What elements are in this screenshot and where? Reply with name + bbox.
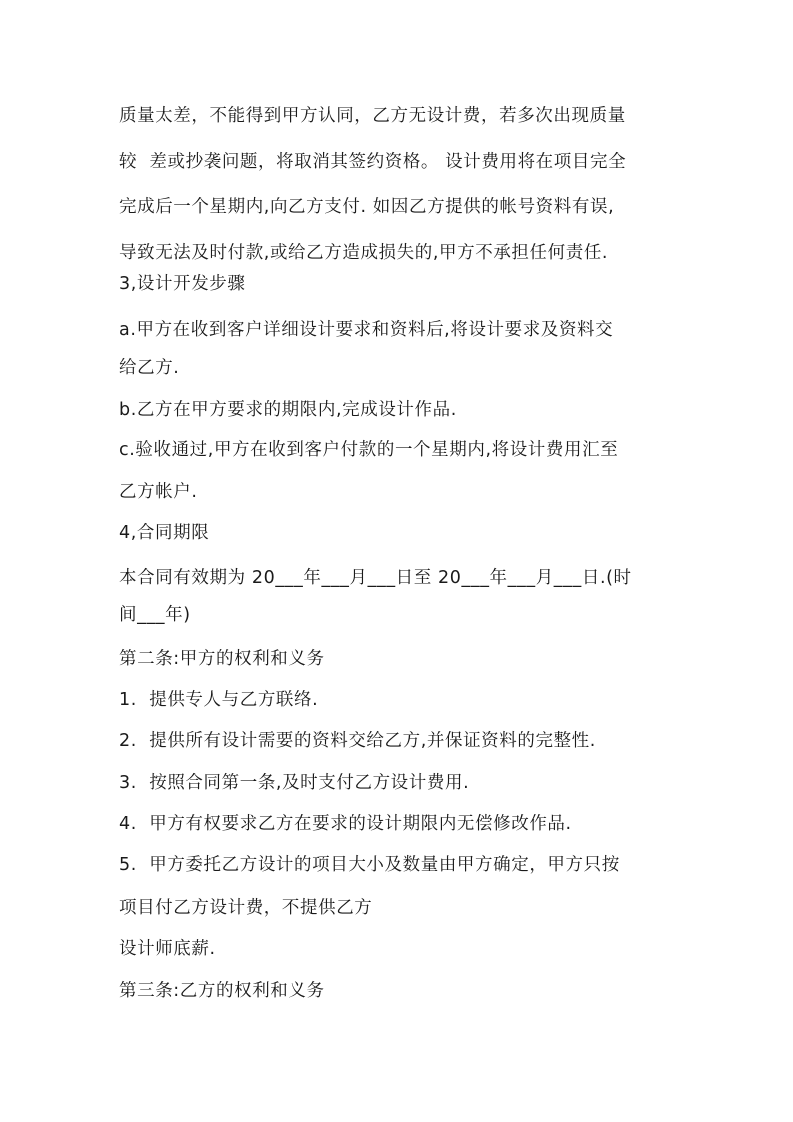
list-item: c.验收通过,甲方在收到客户付款的一个星期内,将设计费用汇至 — [119, 440, 619, 460]
paragraph-line: 较 差或抄袭问题，将取消其签约资格。 设计费用将在项目完全 — [119, 152, 627, 172]
list-item: 1. 提供专人与乙方联络. — [119, 690, 319, 710]
paragraph-line: 间___年) — [119, 605, 191, 625]
paragraph-line: 设计师底薪. — [119, 939, 216, 959]
list-item: 2. 提供所有设计需要的资料交给乙方,并保证资料的完整性. — [119, 731, 596, 751]
list-item: 5. 甲方委托乙方设计的项目大小及数量由甲方确定，甲方只按 — [119, 855, 620, 875]
section-heading: 4,合同期限 — [119, 523, 210, 543]
list-item-continuation: 给乙方. — [119, 358, 180, 378]
article-heading: 第三条:乙方的权利和义务 — [119, 981, 325, 1001]
list-item: 3. 按照合同第一条,及时支付乙方设计费用. — [119, 773, 470, 793]
list-item: 4. 甲方有权要求乙方在要求的设计期限内无偿修改作品. — [119, 814, 572, 834]
list-item-continuation: 乙方帐户. — [119, 482, 198, 502]
list-item-continuation: 项目付乙方设计费，不提供乙方 — [119, 898, 373, 918]
list-item: a.甲方在收到客户详细设计要求和资料后,将设计要求及资料交 — [119, 320, 614, 340]
paragraph-line: 本合同有效期为 20___年___月___日至 20___年___月___日.(时 — [119, 568, 632, 588]
list-item: b.乙方在甲方要求的期限内,完成设计作品. — [119, 400, 457, 420]
paragraph-line: 质量太差，不能得到甲方认同，乙方无设计费，若多次出现质量 — [119, 106, 626, 126]
paragraph-line: 导致无法及时付款,或给乙方造成损失的,甲方不承担任何责任. — [119, 243, 609, 263]
article-heading: 第二条:甲方的权利和义务 — [119, 649, 325, 669]
paragraph-line: 完成后一个星期内,向乙方支付. 如因乙方提供的帐号资料有误, — [119, 197, 615, 217]
section-heading: 3,设计开发步骤 — [119, 274, 246, 294]
